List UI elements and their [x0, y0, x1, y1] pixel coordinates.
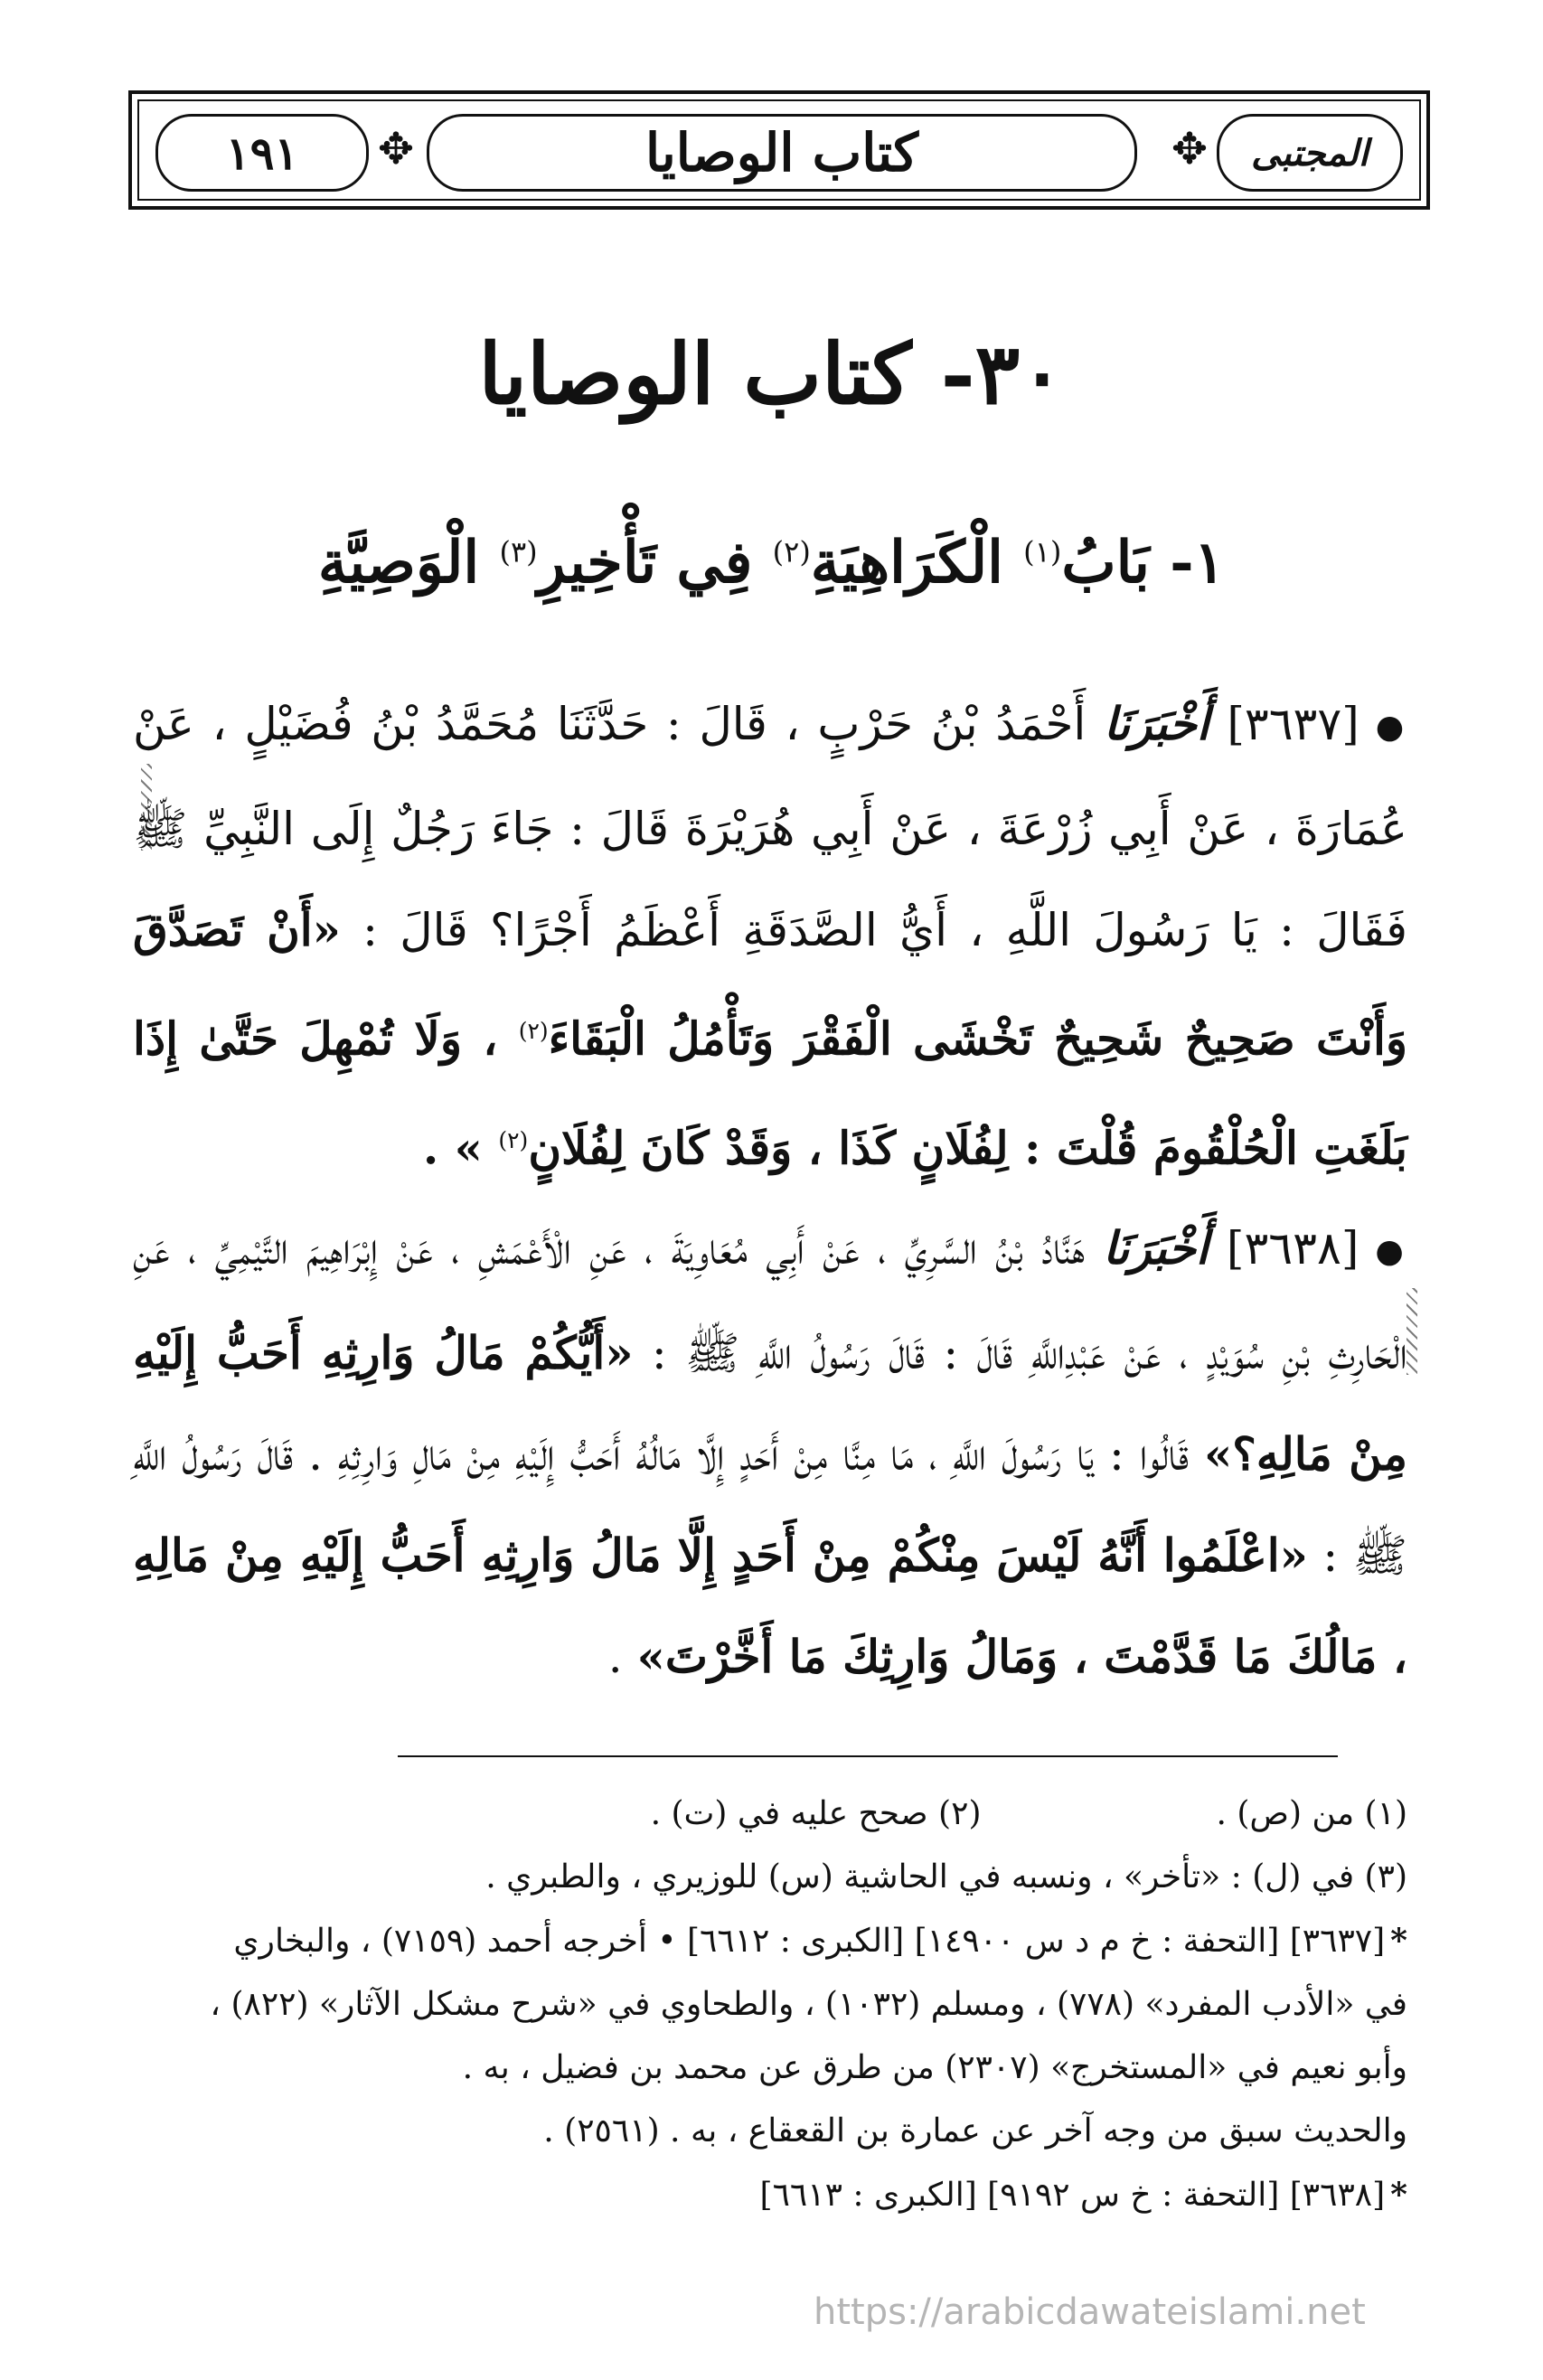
takhrij-text: [٣٦٣٧] [التحفة : خ م د س ١٤٩٠٠] [الكبرى : ٦٦١٢] • أخرجه أحمد (٧١٥٩) ، والبخاري	[233, 1923, 1386, 1960]
footnote-ref: (٣)	[499, 534, 538, 569]
chapter-prefix: ١- بَابُ	[1061, 529, 1226, 597]
takhrij-line: في «الأدب المفرد» (٧٧٨) ، ومسلم (١٠٣٢) ، والطحاوي في «شرح مشكل الآثار» (٨٢٢) ،	[210, 1986, 1407, 2023]
footnote-2: (٢) صحح عليه في (ت) .	[650, 1795, 982, 1832]
footnote-ref: (١)	[1023, 534, 1062, 569]
hadith-end: .	[607, 1631, 637, 1683]
chapter-title	[0, 529, 1543, 597]
isnad-text: هَنَّادُ بْنُ السَّرِيِّ ، عَنْ أَبِي مُعَاوِيَةَ ، عَنِ الْأَعْمَشِ ، عَنْ إِبْرَاهِيمَ التَّيْمِيِّ ، عَنِ الْحَارِثِ بْنِ سُوَيْدٍ ، عَنْ عَبْدِاللَّهِ قَالَ : قَالَ رَسُولُ اللَّهِ ﷺ :	[133, 1222, 1407, 1379]
star-icon: *	[1390, 2176, 1407, 2214]
footnote-ref: (٢)	[498, 1126, 529, 1153]
page-number-cartouche	[155, 114, 369, 192]
takhrij-text: [٣٦٣٨] [التحفة : خ س ٩١٩٢] [الكبرى : ٦٦١٣]	[759, 2177, 1386, 2214]
hadith-number: [٣٦٣٨]	[1226, 1222, 1360, 1275]
takhrij-line: والحديث سبق من وجه آخر عن عمارة بن القعقاع ، به . (٢٥٦١) .	[543, 2112, 1407, 2150]
hadith-paragraph	[133, 1198, 1407, 1707]
footnote-ref: (٢)	[772, 534, 811, 569]
bullet-icon: ●	[1375, 709, 1407, 746]
hadith-matn: «أَنْ تَصَدَّقَ وَأَنْتَ صَحِيحٌ شَحِيحٌ تَخْشَى الْفَقْرَ وَتَأْمُلُ الْبَقَاءَ	[133, 903, 1408, 1066]
chapter-part: فِي تَأْخِيرِ	[537, 529, 773, 597]
akhbarana-word: أَخْبَرَنَا	[1104, 697, 1209, 750]
hadith-matn: ، وَلَا تُمْهِلَ حَتَّىٰ إِذَا بَلَغَتِ الْحُلْقُومَ قُلْتَ : لِفُلَانٍ كَذَا ، وَقَدْ كَانَ لِفُلَانٍ	[133, 1011, 1407, 1175]
ornament-icon: ✥	[377, 124, 415, 174]
star-icon: *	[1390, 1922, 1407, 1960]
takhrij-line: وأبو نعيم في «المستخرج» (٢٣٠٧) من طرق عن محمد بن فضيل ، به .	[462, 2049, 1407, 2086]
chapter-part: الْكَرَاهِيَةِ	[810, 529, 1024, 597]
watermark-url: https://arabicdawateislami.net	[814, 2291, 1366, 2333]
footnotes	[133, 1783, 1407, 2227]
chapter-part: الْوَصِيَّةِ	[317, 529, 500, 597]
header-hatch-right	[1407, 1288, 1417, 1375]
brand-cartouche	[1217, 114, 1403, 192]
footnote-3: (٣) في (ل) : «تأخر» ، ونسبه في الحاشية (س) للوزيري ، والطبري .	[485, 1858, 1407, 1896]
footnote-ref: (٢)	[518, 1018, 549, 1044]
takhrij-line	[133, 2163, 1407, 2227]
hadith-end: » .	[422, 1121, 499, 1175]
hadith-matn: «أَيُّكُمْ مَالُ وَارِثِهِ أَحَبُّ إِلَيْهِ مِنْ مَالِهِ؟»	[133, 1326, 1407, 1481]
takhrij-line	[133, 1909, 1407, 1973]
footnote-1: (١) من (ص) .	[1216, 1795, 1407, 1832]
hadith-paragraph	[133, 673, 1407, 1199]
hadith-matn: «اعْلَمُوا أَنَّهُ لَيْسَ مِنْكُمْ مِنْ أَحَدٍ إِلَّا مَالُ وَارِثِهِ أَحَبُّ إِلَيْهِ مِنْ مَالِهِ ، مَالُكَ مَا قَدَّمْتَ ، وَمَالُ وَارِثِكَ مَا أَخَّرْتَ»	[133, 1529, 1407, 1683]
book-title: ٣٠- كتاب الوصايا	[478, 325, 1065, 423]
footnote-row	[133, 1783, 1407, 1846]
hadith-number: [٣٦٣٧]	[1227, 698, 1360, 750]
header-title-cartouche	[427, 114, 1137, 192]
narration-text: قَالُوا : يَا رَسُولَ اللَّهِ ، مَا مِنَّا مِنْ أَحَدٍ إِلَّا مَالُهُ أَحَبُّ إِلَيْهِ مِنْ مَالِ وَارِثِهِ . قَالَ رَسُولُ اللَّهِ ﷺ :	[133, 1428, 1407, 1582]
ornament-icon: ✥	[1171, 124, 1209, 174]
isnad-text: أَحْمَدُ بْنُ حَرْبٍ ، قَالَ : حَدَّثَنَا مُحَمَّدُ بْنُ فُضَيْلٍ ، عَنْ عُمَارَةَ ، عَنْ أَبِي زُرْعَةَ ، عَنْ أَبِي هُرَيْرَةَ قَالَ : جَاءَ رَجُلٌ إِلَى النَّبِيِّ ﷺ فَقَالَ : يَا رَسُولَ اللَّهِ ، أَيُّ الصَّدَقَةِ أَعْظَمُ أَجْرًا؟ قَالَ :	[133, 698, 1407, 956]
page-number: ١٩١	[225, 126, 299, 180]
brand-logo: المجتبى	[1251, 131, 1369, 174]
bullet-icon: ●	[1375, 1233, 1407, 1270]
page-header	[128, 90, 1430, 210]
header-title: كتاب الوصايا	[644, 122, 919, 183]
footnote-divider	[398, 1755, 1338, 1757]
akhbarana-word: أَخْبَرَنَا	[1103, 1221, 1209, 1275]
